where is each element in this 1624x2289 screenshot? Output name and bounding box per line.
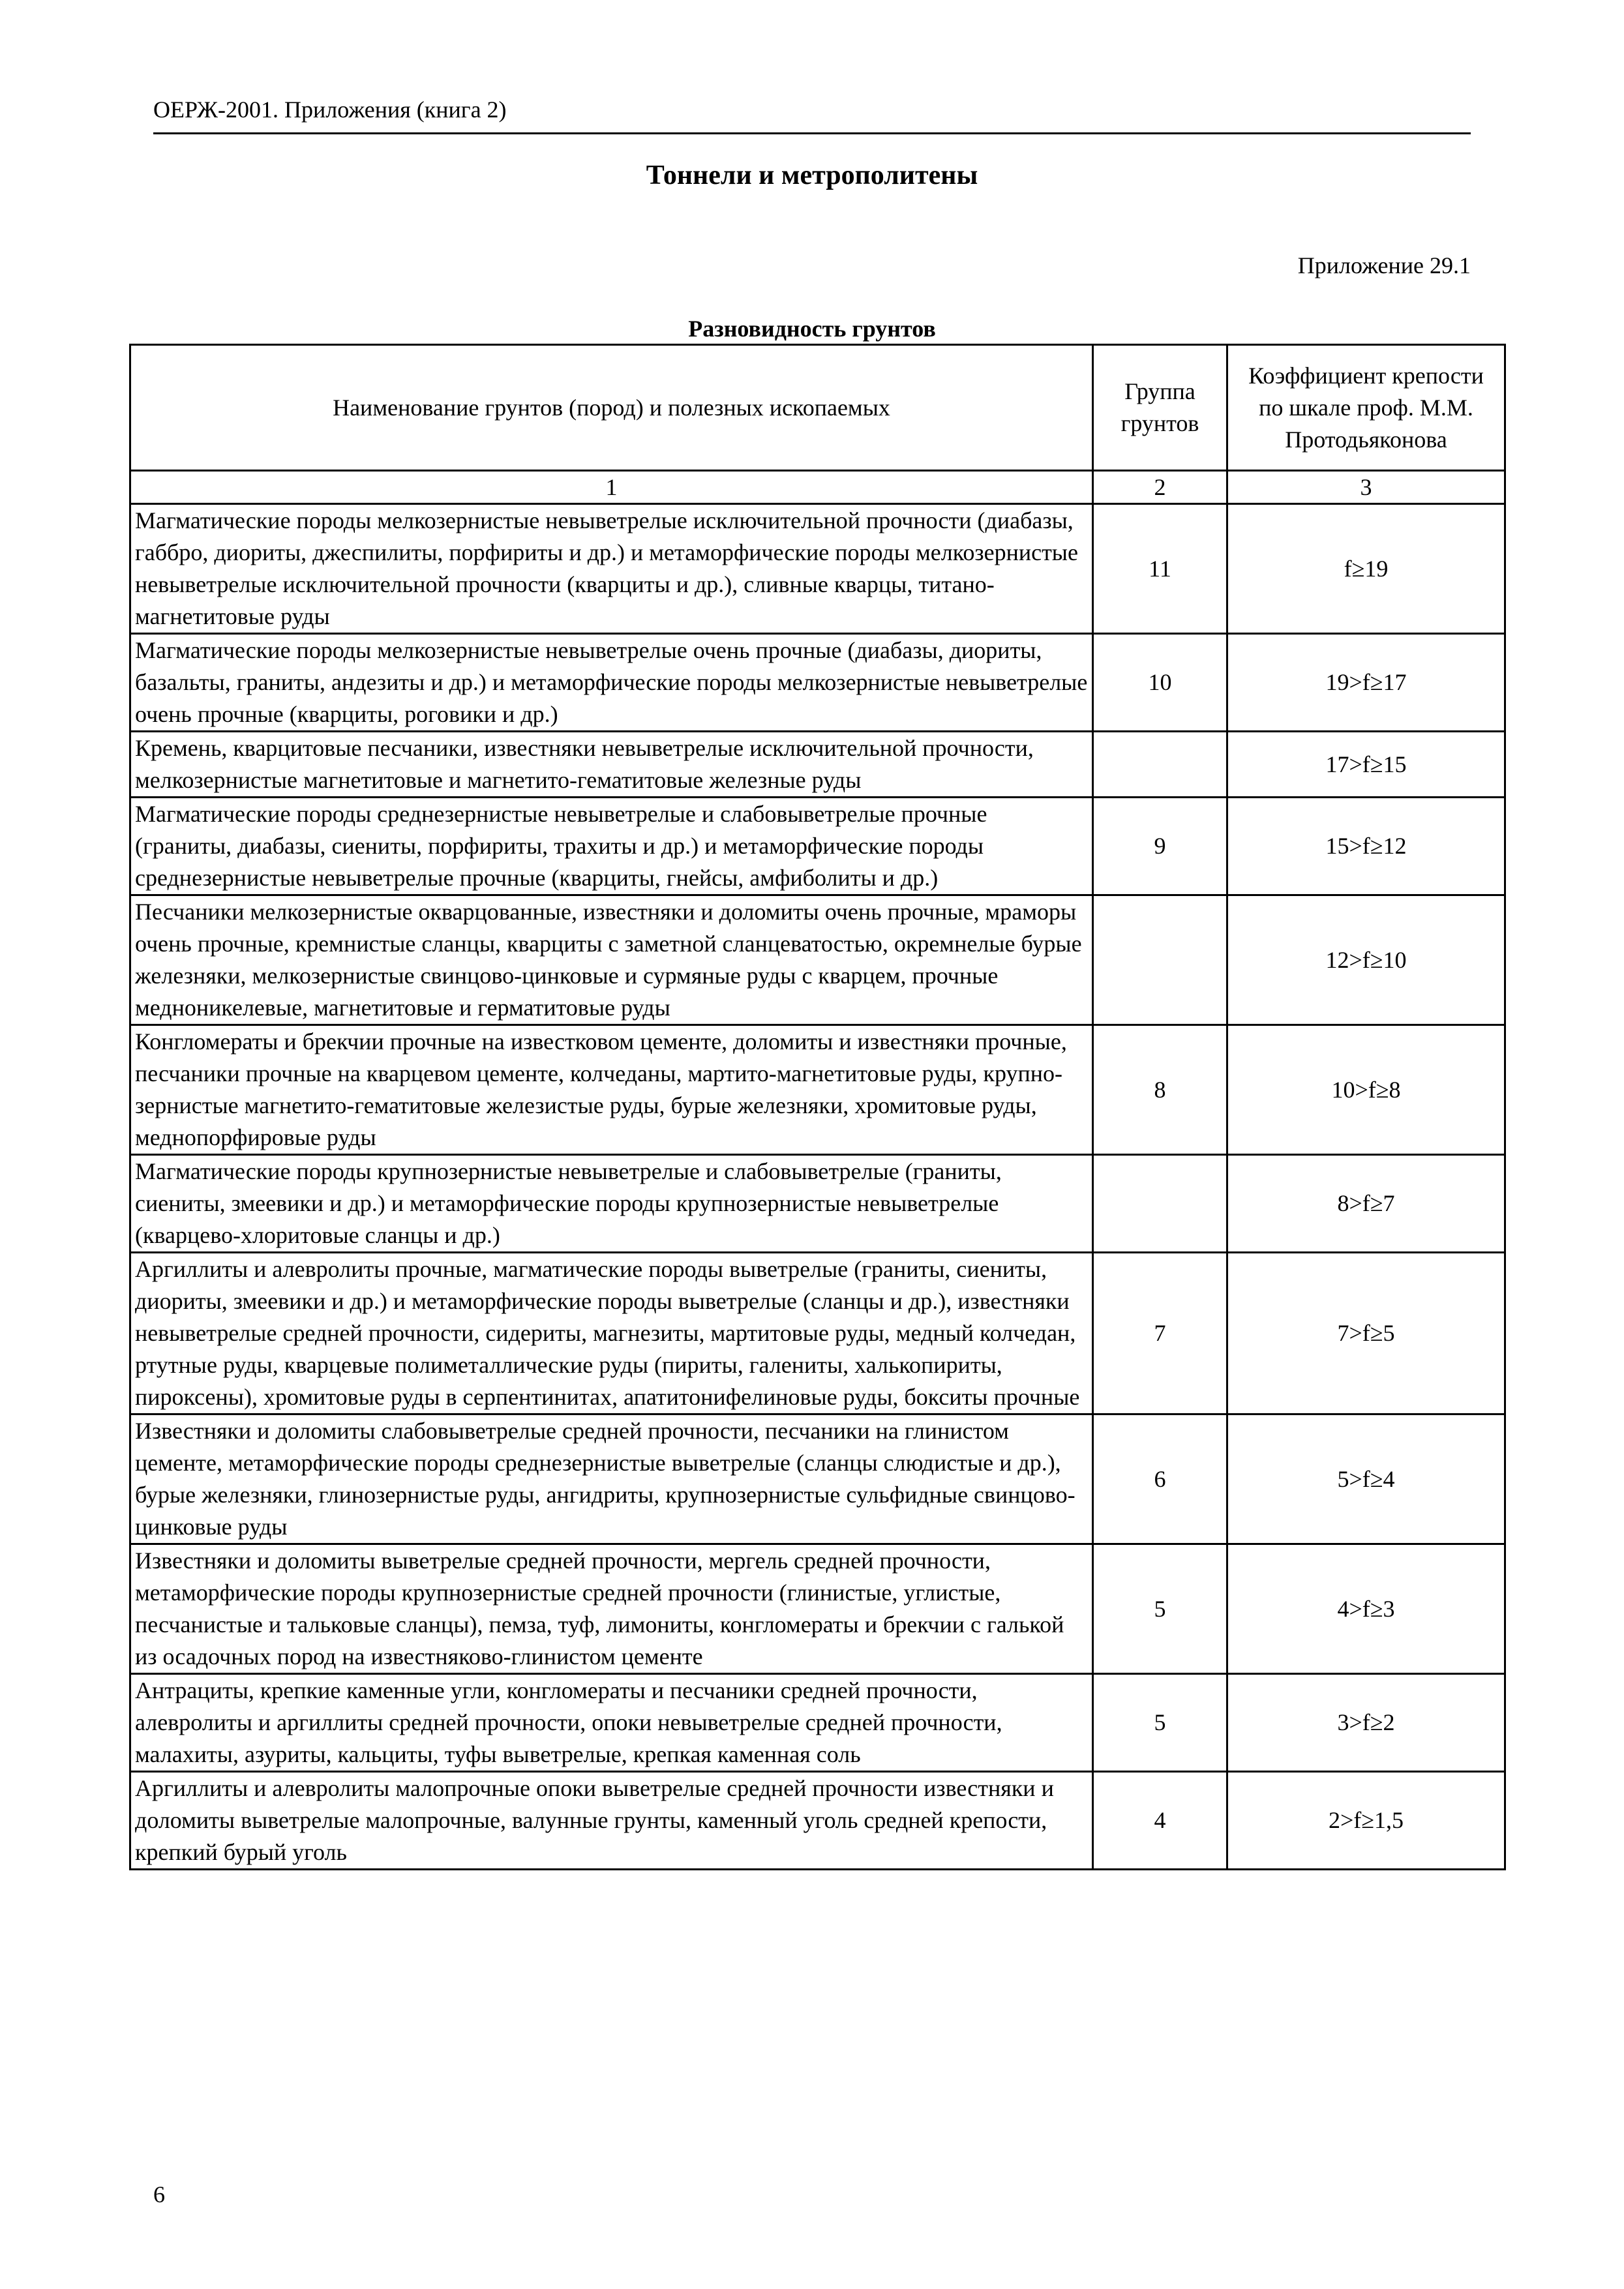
table-row — [130, 504, 1505, 634]
soil-types-table — [129, 344, 1506, 1870]
soil-name-cell: Магматические породы мелкозернистые невыветрелые очень прочные (диабазы, диориты, базальты, граниты, андезиты и др.) и метаморфические породы мелкозернистые невыветрелые очень прочные (кварциты, роговики и др.) — [130, 634, 1093, 732]
table-row — [130, 1414, 1505, 1544]
table-row — [130, 1544, 1505, 1674]
table-row — [130, 634, 1505, 732]
soil-group-cell: 6 — [1093, 1414, 1227, 1544]
soil-name-cell: Известняки и доломиты выветрелые средней прочности, мергель средней прочности, метаморфические породы крупнозернистые средней прочности (глинистые, углистые, песчанистые и тальковые сланцы), пемза, туф, лимониты, конгломераты и брекчии с галькой из осадочных пород на известняково-глинистом цементе — [130, 1544, 1093, 1674]
soil-name-cell: Конгломераты и брекчии прочные на известковом цементе, доломиты и известняки прочные, песчаники прочные на кварцевом цементе, колчеданы, мартито-магнетитовые руды, крупно-зернистые магнетито-гематитовые железистые руды, бурые железняки, хромитовые руды, меднопорфировые руды — [130, 1025, 1093, 1155]
soil-name-cell: Известняки и доломиты слабовыветрелые средней прочности, песчаники на глинистом цементе, метаморфические породы среднезернистые выветрелые (сланцы слюдистые и др.), бурые железняки, глинозернистые руды, ангидриты, крупнозернистые сульфидные свинцово-цинковые руды — [130, 1414, 1093, 1544]
column-header-name: Наименование грунтов (пород) и полезных ископаемых — [130, 345, 1093, 471]
soil-name-cell: Аргиллиты и алевролиты прочные, магматические породы выветрелые (граниты, сиениты, диориты, змеевики и др.) и метаморфические породы выветрелые (сланцы и др.), известняки невыветрелые средней прочности, сидериты, магнезиты, мартитовые руды, медный колчедан, ртутные руды, кварцевые полиметаллические руды (пириты, галениты, халькопириты, пироксены), хромитовые руды в серпентинитах, апатитонифелиновые руды, бокситы прочные — [130, 1253, 1093, 1414]
soil-group-cell — [1093, 732, 1227, 798]
strength-coefficient-cell: 19>f≥17 — [1227, 634, 1505, 732]
strength-coefficient-cell: 8>f≥7 — [1227, 1155, 1505, 1253]
soil-group-cell: 5 — [1093, 1674, 1227, 1772]
soil-name-cell: Магматические породы крупнозернистые невыветрелые и слабовыветрелые (граниты, сиениты, змеевики и др.) и метаморфические породы крупнозернистые невыветрелые (кварцево-хлоритовые сланцы и др.) — [130, 1155, 1093, 1253]
soil-group-cell: 4 — [1093, 1772, 1227, 1870]
strength-coefficient-cell: 10>f≥8 — [1227, 1025, 1505, 1155]
column-header-group: Группа грунтов — [1093, 345, 1227, 471]
table-caption: Разновидность грунтов — [688, 316, 936, 342]
table-row — [130, 1025, 1505, 1155]
table-row — [130, 732, 1505, 798]
table-row — [130, 1155, 1505, 1253]
soil-name-cell: Антрациты, крепкие каменные угли, конгломераты и песчаники средней прочности, алевролиты и аргиллиты средней прочности, опоки невыветрелые средней прочности, малахиты, азуриты, кальциты, туфы выветрелые, крепкая каменная соль — [130, 1674, 1093, 1772]
table-row — [130, 1253, 1505, 1414]
header-rule — [153, 132, 1471, 134]
soil-group-cell — [1093, 895, 1227, 1025]
strength-coefficient-cell: 3>f≥2 — [1227, 1674, 1505, 1772]
strength-coefficient-cell: 5>f≥4 — [1227, 1414, 1505, 1544]
table-row — [130, 798, 1505, 895]
soil-name-cell: Песчаники мелкозернистые окварцованные, известняки и доломиты очень прочные, мраморы очень прочные, кремнистые сланцы, кварциты с заметной сланцеватостью, окремнелые бурые железняки, мелкозернистые свинцово-цинковые и сурмяные руды с кварцем, прочные медноникелевые, магнетитовые и герматитовые руды — [130, 895, 1093, 1025]
soil-group-cell: 11 — [1093, 504, 1227, 634]
column-number-row — [130, 471, 1505, 504]
running-header: ОЕРЖ-2001. Приложения (книга 2) — [153, 97, 507, 123]
page-number: 6 — [153, 2181, 165, 2207]
strength-coefficient-cell: f≥19 — [1227, 504, 1505, 634]
column-number: 3 — [1227, 471, 1505, 504]
table-header-row — [130, 345, 1505, 471]
strength-coefficient-cell: 4>f≥3 — [1227, 1544, 1505, 1674]
strength-coefficient-cell: 2>f≥1,5 — [1227, 1772, 1505, 1870]
column-number: 1 — [130, 471, 1093, 504]
table-row — [130, 1674, 1505, 1772]
soil-group-cell: 10 — [1093, 634, 1227, 732]
soil-name-cell: Кремень, кварцитовые песчаники, известняки невыветрелые исключительной прочности, мелкозернистые магнетитовые и магнетито-гематитовые железные руды — [130, 732, 1093, 798]
appendix-number: Приложение 29.1 — [1297, 252, 1471, 278]
column-header-coefficient: Коэффициент крепости по шкале проф. М.М. Протодьяконова — [1227, 345, 1505, 471]
soil-name-cell: Магматические породы среднезернистые невыветрелые и слабовыветрелые прочные (граниты, диабазы, сиениты, порфириты, трахиты и др.) и метаморфические породы среднезернистые невыветрелые прочные (кварциты, гнейсы, амфиболиты и др.) — [130, 798, 1093, 895]
section-title: Тоннели и метрополитены — [646, 160, 978, 190]
strength-coefficient-cell: 12>f≥10 — [1227, 895, 1505, 1025]
strength-coefficient-cell: 17>f≥15 — [1227, 732, 1505, 798]
soil-group-cell: 8 — [1093, 1025, 1227, 1155]
strength-coefficient-cell: 15>f≥12 — [1227, 798, 1505, 895]
table-row — [130, 1772, 1505, 1870]
soil-group-cell: 5 — [1093, 1544, 1227, 1674]
soil-group-cell — [1093, 1155, 1227, 1253]
soil-name-cell: Магматические породы мелкозернистые невыветрелые исключительной прочности (диабазы, габбро, диориты, джеспилиты, порфириты и др.) и метаморфические породы мелкозернистые невыветрелые исключительной прочности (кварциты и др.), сливные кварцы, титано-магнетитовые руды — [130, 504, 1093, 634]
soil-group-cell: 9 — [1093, 798, 1227, 895]
soil-name-cell: Аргиллиты и алевролиты малопрочные опоки выветрелые средней прочности известняки и доломиты выветрелые малопрочные, валунные грунты, каменный уголь средней крепости, крепкий бурый уголь — [130, 1772, 1093, 1870]
column-number: 2 — [1093, 471, 1227, 504]
soil-group-cell: 7 — [1093, 1253, 1227, 1414]
table-row — [130, 895, 1505, 1025]
strength-coefficient-cell: 7>f≥5 — [1227, 1253, 1505, 1414]
